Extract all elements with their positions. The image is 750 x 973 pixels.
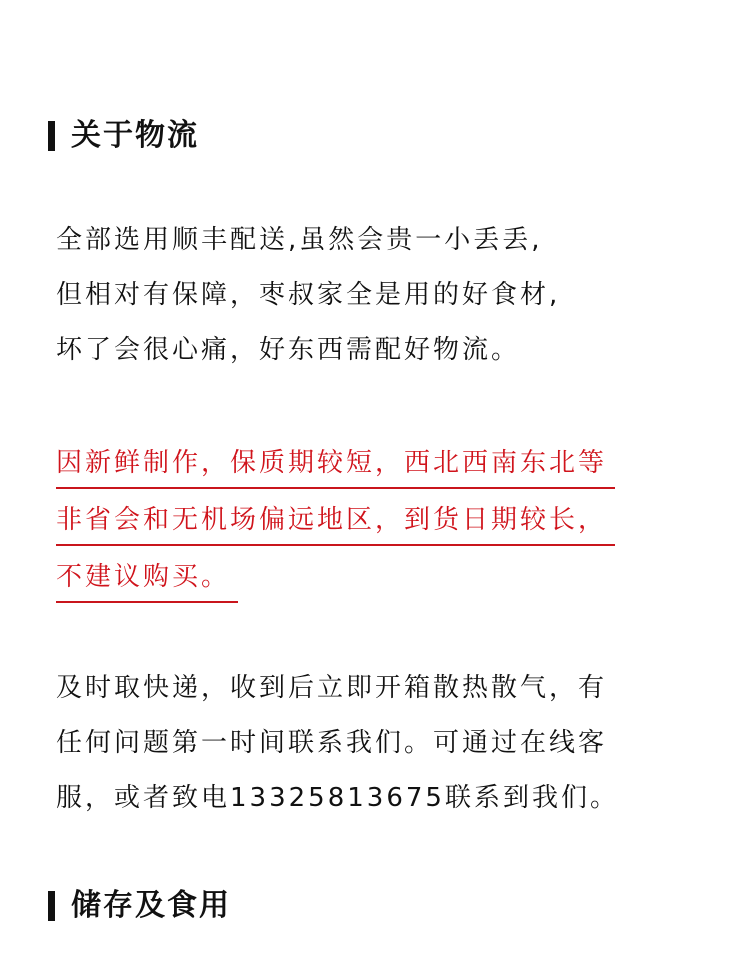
paragraph-line: 任何问题第一时间联系我们。可通过在线客 — [56, 728, 608, 758]
logistics-title: 关于物流 — [71, 118, 199, 153]
delivery-contact-paragraph — [56, 661, 726, 826]
logistics-intro-paragraph — [56, 213, 726, 378]
shipping-warning-paragraph — [56, 440, 726, 611]
heading-bar-icon — [48, 121, 55, 151]
heading-bar-icon — [48, 891, 55, 921]
paragraph-line: 但相对有保障，枣叔家全是用的好食材, — [56, 280, 561, 310]
warning-line: 不建议购买。 — [56, 554, 238, 603]
logistics-heading — [48, 116, 199, 156]
warning-line: 非省会和无机场偏远地区，到货日期较长， — [56, 497, 615, 546]
paragraph-line: 全部选用顺丰配送,虽然会贵一小丢丢, — [56, 225, 543, 255]
paragraph-line: 坏了会很心痛，好东西需配好物流。 — [56, 335, 521, 365]
paragraph-line: 服，或者致电13325813675联系到我们。 — [56, 783, 619, 813]
storage-heading — [48, 886, 231, 926]
warning-line: 因新鲜制作，保质期较短，西北西南东北等 — [56, 440, 615, 489]
storage-title: 储存及食用 — [71, 888, 231, 923]
paragraph-line: 及时取快递，收到后立即开箱散热散气，有 — [56, 673, 608, 703]
